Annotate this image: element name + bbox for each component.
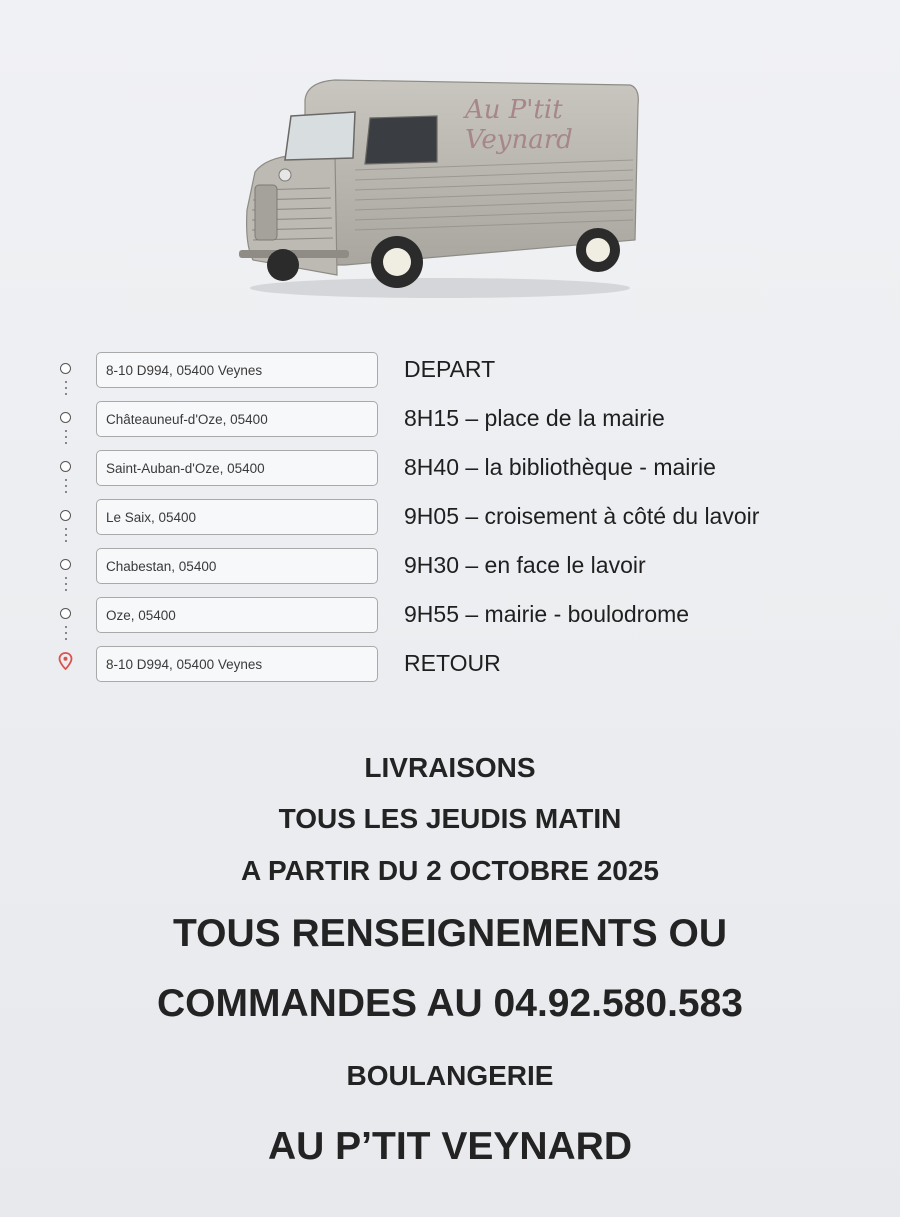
circle-icon [60, 461, 71, 472]
route-dots [65, 626, 67, 646]
schedule-text: 9H55 – mairie - boulodrome [404, 601, 690, 627]
circle-icon [60, 608, 71, 619]
announcement-info: TOUS RENSEIGNEMENTS OU [172, 912, 728, 955]
address-field[interactable]: 8-10 D994, 05400 Veynes [96, 352, 378, 388]
announcement-deliveries: LIVRAISONS [364, 752, 536, 783]
route-stop [52, 448, 872, 490]
address-field[interactable]: 8-10 D994, 05400 Veynes [96, 646, 378, 682]
schedule-text: 9H30 – en face le lavoir [404, 552, 646, 578]
route-dots [65, 577, 67, 597]
announcement-phone: COMMANDES AU 04.92.580.583 [157, 982, 743, 1025]
van-image [225, 60, 655, 310]
announcement-bakery-label: BOULANGERIE [346, 1060, 554, 1091]
schedule-text: 8H15 – place de la mairie [404, 405, 665, 431]
route-stop [52, 497, 872, 539]
circle-icon [60, 363, 71, 374]
address-field[interactable]: Oze, 05400 [96, 597, 378, 633]
route-dots [65, 381, 67, 401]
circle-icon [60, 559, 71, 570]
route-stop [52, 350, 872, 392]
announcement-start-date: A PARTIR DU 2 OCTOBRE 2025 [240, 855, 660, 886]
route-dots [65, 479, 67, 499]
address-field[interactable]: Le Saix, 05400 [96, 499, 378, 535]
route-dots [65, 528, 67, 548]
schedule-text: RETOUR [404, 650, 501, 676]
announcement-days: TOUS LES JEUDIS MATIN [278, 803, 622, 834]
schedule-text: DEPART [404, 356, 496, 382]
circle-icon [60, 510, 71, 521]
route-stop [52, 644, 872, 686]
schedule-text: 8H40 – la bibliothèque - mairie [404, 454, 716, 480]
route-dots [65, 430, 67, 450]
van-sign-text-1: Au P'tit [465, 95, 563, 125]
route-stop [52, 595, 872, 637]
announcement-bakery-name: AU P’TIT VEYNARD [267, 1125, 633, 1168]
address-field[interactable]: Châteauneuf-d'Oze, 05400 [96, 401, 378, 437]
van-illustration [225, 60, 655, 310]
address-field[interactable]: Saint-Auban-d'Oze, 05400 [96, 450, 378, 486]
circle-icon [60, 412, 71, 423]
address-field[interactable]: Chabestan, 05400 [96, 548, 378, 584]
route-stop [52, 399, 872, 441]
route-stop [52, 546, 872, 588]
van-sign-text-2: Veynard [465, 125, 573, 155]
schedule-text: 9H05 – croisement à côté du lavoir [404, 503, 760, 529]
location-pin-icon [58, 652, 73, 670]
